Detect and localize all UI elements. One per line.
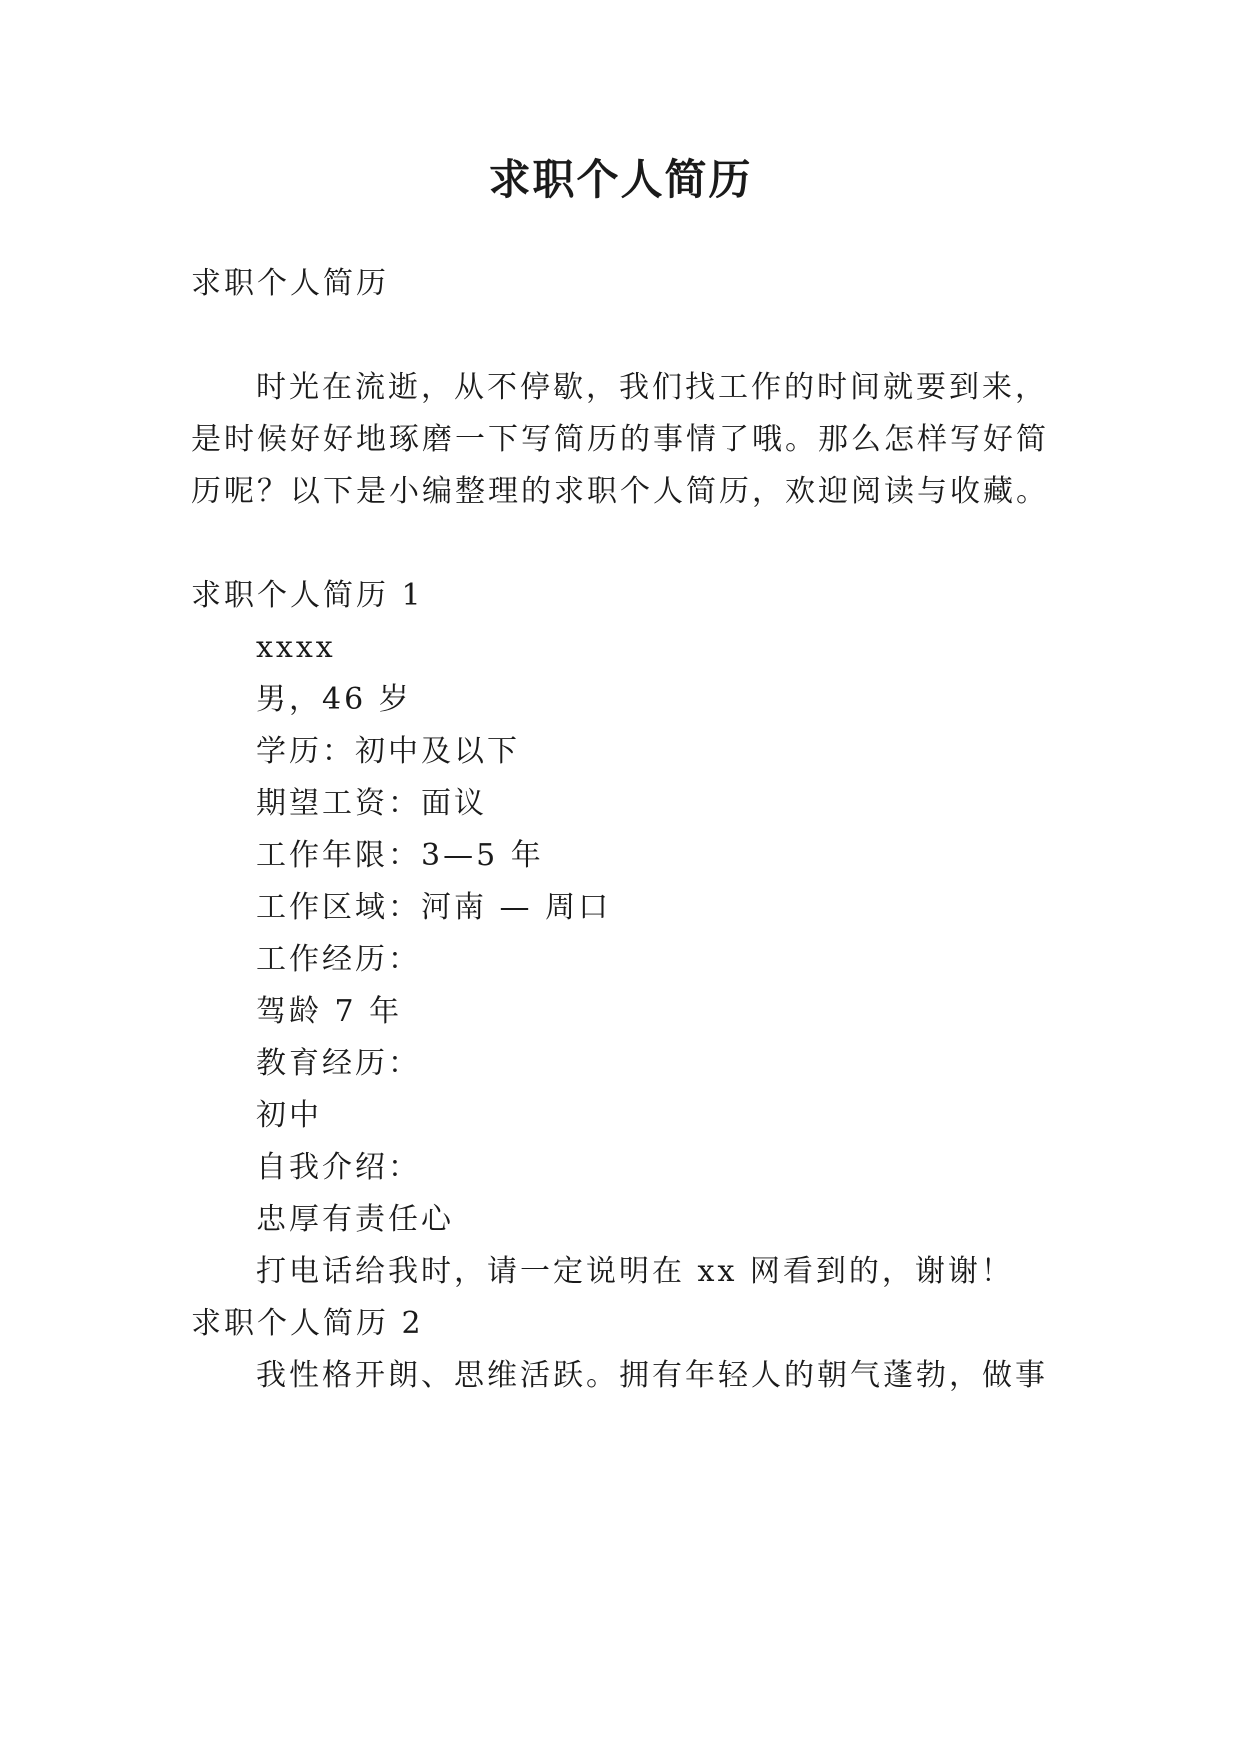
resume-heading: 求职个人简历 1 [191,578,424,613]
resume-education-value: 初中 [256,1098,322,1133]
resume-work-area: 工作区域：河南 — 周口 [256,890,612,925]
resume-work-experience-label: 工作经历： [256,942,421,977]
resume-education-label: 教育经历： [256,1046,421,1081]
resume-body-line: 我性格开朗、思维活跃。拥有年轻人的朝气蓬勃，做事 [256,1358,1048,1393]
intro-paragraph-line: 是时候好好地琢磨一下写简历的事情了哦。那么怎样写好简 [191,422,1049,457]
resume-contact-note: 打电话给我时，请一定说明在 xx 网看到的，谢谢！ [256,1254,1014,1289]
resume-heading: 求职个人简历 2 [191,1306,424,1341]
resume-self-intro-value: 忠厚有责任心 [256,1202,454,1237]
resume-self-intro-label: 自我介绍： [256,1150,421,1185]
intro-paragraph-line: 时光在流逝，从不停歇，我们找工作的时间就要到来， [256,370,1048,405]
section-heading: 求职个人简历 [191,266,389,301]
resume-work-years: 工作年限：3—5 年 [256,838,544,873]
intro-paragraph-line: 历呢？以下是小编整理的求职个人简历，欢迎阅读与收藏。 [191,474,1049,509]
resume-driving-years: 驾龄 7 年 [256,994,403,1029]
resume-education-level: 学历：初中及以下 [256,734,520,769]
resume-name: xxxx [256,630,336,665]
resume-expected-salary: 期望工资：面议 [256,786,487,821]
resume-gender-age: 男，46 岁 [256,682,412,717]
document-title: 求职个人简历 [488,155,753,204]
